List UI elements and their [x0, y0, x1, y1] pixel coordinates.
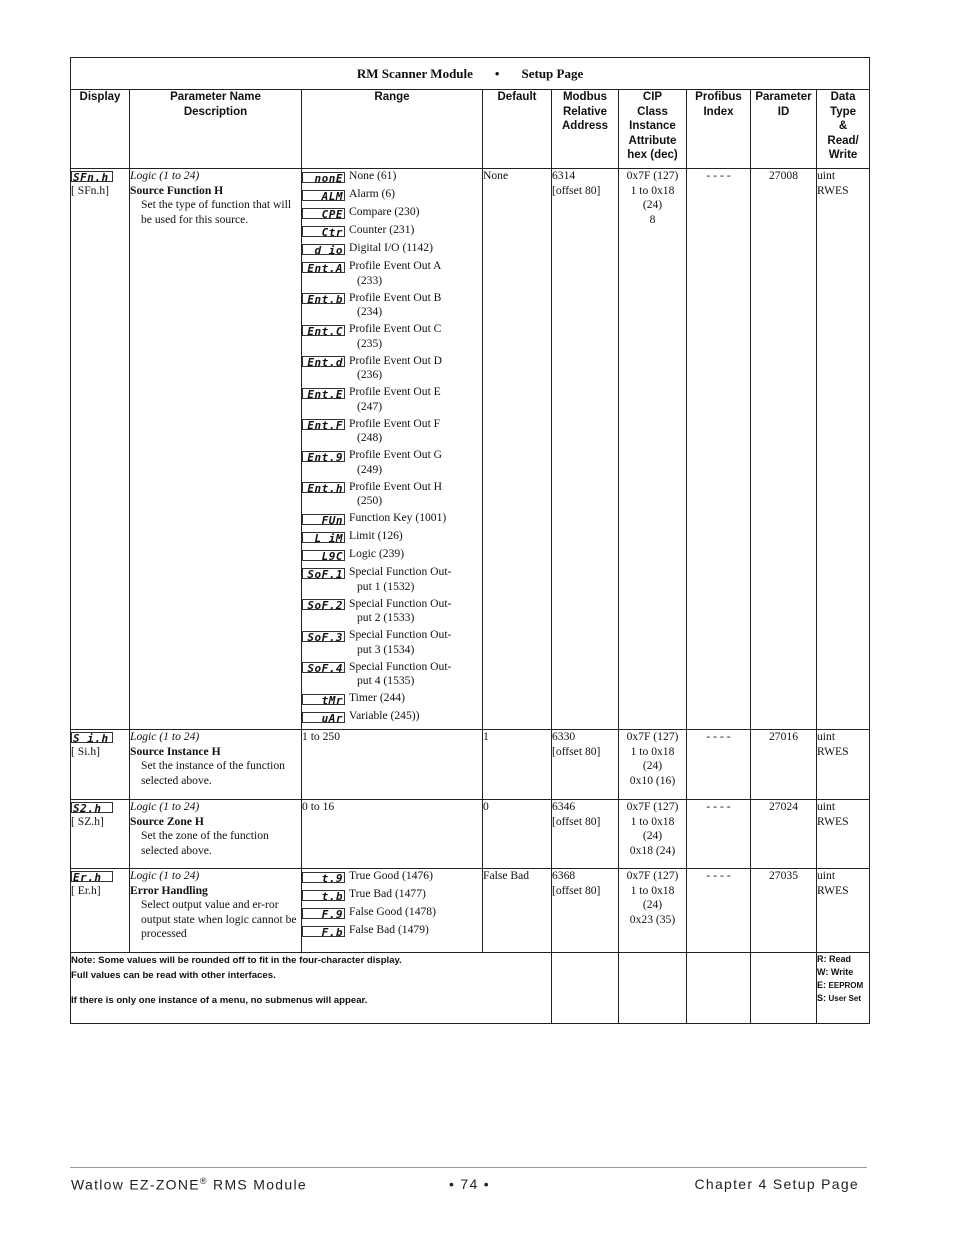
- range-option-continued: put 4 (1535): [357, 674, 415, 687]
- range-option-label: None (61): [349, 169, 397, 182]
- display-cell: S2.h [ SZ.h]: [71, 800, 130, 869]
- range-option-label: False Bad (1479): [349, 923, 429, 936]
- display-cell: Er.h [ Er.h]: [71, 869, 130, 953]
- footer-rule: [70, 1167, 867, 1168]
- range-option-label: Special Function Out-: [349, 628, 452, 641]
- range-option: [302, 259, 482, 288]
- param-cell: Logic (1 to 24) Source Zone H Set the zone of the function selected above.: [130, 800, 302, 869]
- range-option: [302, 223, 482, 239]
- range-option-continued: (249): [357, 462, 383, 476]
- param-id-cell: 27016: [751, 730, 817, 800]
- modbus-cell: 6330 [offset 80]: [552, 730, 619, 800]
- lcd-display: CPE: [302, 208, 345, 219]
- header-param-name: Parameter Name Description: [130, 90, 302, 169]
- range-option-label: Counter (231): [349, 223, 415, 236]
- range-option-label: Digital I/O (1142): [349, 241, 433, 254]
- param-cell: Logic (1 to 24) Error Handling Select output value and er-ror output state when logic cannot be processed: [130, 869, 302, 953]
- header-modbus: Modbus Relative Address: [552, 90, 619, 169]
- param-id-cell: 27024: [751, 800, 817, 869]
- range-option: [302, 923, 482, 939]
- lcd-display: Ent.d: [302, 356, 345, 367]
- lcd-display: nonE: [302, 172, 345, 183]
- range-option: [302, 241, 482, 257]
- range-option-label: Limit (126): [349, 529, 403, 542]
- default-cell: False Bad: [483, 869, 552, 953]
- range-option-label: True Good (1476): [349, 869, 433, 882]
- table-row: [71, 169, 870, 730]
- lcd-display: Ent.h: [302, 482, 345, 493]
- lcd-display: Ent.F: [302, 419, 345, 430]
- lcd-display: Ent.E: [302, 388, 345, 399]
- profibus-cell: - - - -: [687, 730, 751, 800]
- range-option-label: Special Function Out-: [349, 659, 452, 673]
- cip-cell: 0x7F (127) 1 to 0x18 (24) 0x10 (16): [619, 730, 687, 800]
- range-option-label: Profile Event Out G: [349, 448, 443, 461]
- range-option: [302, 354, 482, 383]
- range-cell: [302, 869, 483, 953]
- profibus-cell: - - - -: [687, 169, 751, 730]
- range-option: [302, 169, 482, 185]
- range-cell: 0 to 16: [302, 800, 483, 869]
- lcd-display: SoF.1: [302, 568, 345, 579]
- range-option-continued: (250): [357, 494, 383, 507]
- range-option-label: Profile Event Out B: [349, 290, 442, 304]
- empty-cell: [619, 953, 687, 1024]
- table-title: RM Scanner Module • Setup Page: [71, 58, 870, 90]
- range-option: [302, 187, 482, 203]
- range-option-label: Profile Event Out E: [349, 385, 441, 398]
- range-option: [302, 291, 482, 320]
- lcd-display: S i.h: [71, 732, 113, 743]
- footer-product: Watlow EZ-ZONE® RMS Module: [71, 1176, 307, 1193]
- range-option: [302, 597, 482, 626]
- header-cip: CIP Class Instance Attribute hex (dec): [619, 90, 687, 169]
- modbus-cell: 6346 [offset 80]: [552, 800, 619, 869]
- range-option: [302, 565, 482, 594]
- profibus-cell: - - - -: [687, 800, 751, 869]
- lcd-display: Ent.A: [302, 262, 345, 273]
- range-option: [302, 887, 482, 903]
- modbus-cell: 6368 [offset 80]: [552, 869, 619, 953]
- header-profibus: Profibus Index: [687, 90, 751, 169]
- range-option: [302, 905, 482, 921]
- lcd-display: SoF.2: [302, 599, 345, 610]
- lcd-display: F.b: [302, 926, 345, 937]
- range-option-label: Profile Event Out C: [349, 322, 442, 335]
- footer-chapter: Chapter 4 Setup Page: [694, 1176, 859, 1192]
- range-option-label: Compare (230): [349, 205, 420, 218]
- range-option: [302, 448, 482, 477]
- cip-cell: 0x7F (127) 1 to 0x18 (24) 0x18 (24): [619, 800, 687, 869]
- lcd-display: FUn: [302, 514, 345, 525]
- header-range: Range: [302, 90, 483, 169]
- page-footer: [71, 1176, 859, 1196]
- note-row: [71, 953, 870, 1024]
- range-option-continued: (234): [357, 305, 383, 318]
- range-option-label: Logic (239): [349, 547, 405, 560]
- range-option-label: Profile Event Out H: [349, 479, 443, 493]
- param-cell: Logic (1 to 24) Source Instance H Set the instance of the function selected above.: [130, 730, 302, 800]
- lcd-display: uAr: [302, 712, 345, 723]
- range-option-continued: (235): [357, 336, 383, 350]
- default-cell: None: [483, 169, 552, 730]
- range-option-label: True Bad (1477): [349, 887, 426, 900]
- lcd-display: S2.h: [71, 802, 113, 813]
- range-option-continued: (233): [357, 273, 383, 287]
- range-option: [302, 869, 482, 885]
- lcd-display: Ent.C: [302, 325, 345, 336]
- lcd-display: SFn.h: [71, 171, 113, 182]
- header-row: [71, 90, 870, 169]
- lcd-display: L9C: [302, 550, 345, 561]
- page-number: • 74 •: [449, 1176, 490, 1192]
- range-option-label: Profile Event Out F: [349, 416, 441, 430]
- lcd-display: Ent.b: [302, 293, 345, 304]
- lcd-display: L iM: [302, 532, 345, 543]
- range-option-label: Profile Event Out A: [349, 259, 442, 272]
- range-option-label: Special Function Out-: [349, 596, 452, 610]
- range-option-label: Variable (245)): [349, 709, 420, 722]
- empty-cell: [751, 953, 817, 1024]
- lcd-display: tMr: [302, 694, 345, 705]
- lcd-display: SoF.4: [302, 662, 345, 673]
- data-type-cell: uint RWES: [817, 169, 870, 730]
- range-option-label: Profile Event Out D: [349, 353, 443, 367]
- range-option-label: Function Key (1001): [349, 511, 447, 524]
- param-cell: Logic (1 to 24) Source Function H Set the type of function that will be used for this source.: [130, 169, 302, 730]
- cip-cell: 0x7F (127) 1 to 0x18 (24) 8: [619, 169, 687, 730]
- range-option-label: Special Function Out-: [349, 565, 452, 578]
- range-option-continued: put 1 (1532): [357, 579, 415, 593]
- range-option-continued: (236): [357, 368, 383, 381]
- range-option-continued: put 3 (1534): [357, 642, 415, 656]
- data-type-cell: uint RWES: [817, 869, 870, 953]
- display-cell: SFn.h [ SFn.h]: [71, 169, 130, 730]
- lcd-display: F.9: [302, 908, 345, 919]
- lcd-display: Ctr: [302, 226, 345, 237]
- lcd-display: t.b: [302, 890, 345, 901]
- range-cell: 1 to 250: [302, 730, 483, 800]
- range-option: [302, 628, 482, 657]
- param-id-cell: 27035: [751, 869, 817, 953]
- lcd-display: d io: [302, 244, 345, 255]
- range-option: [302, 547, 482, 563]
- range-option: [302, 529, 482, 545]
- empty-cell: [687, 953, 751, 1024]
- profibus-cell: - - - -: [687, 869, 751, 953]
- default-cell: 1: [483, 730, 552, 800]
- lcd-display: Er.h: [71, 871, 113, 882]
- table-row: [71, 730, 870, 800]
- data-type-cell: uint RWES: [817, 730, 870, 800]
- table-row: [71, 869, 870, 953]
- lcd-display: t.9: [302, 872, 345, 883]
- note-cell: Note: Some values will be rounded off to fit in the four-character display. Full values can be read with other interfaces. If there is only one instance of a menu, no submenus will appear.: [71, 953, 552, 1024]
- header-data-type: Data Type & Read/ Write: [817, 90, 870, 169]
- range-option-label: Alarm (6): [349, 187, 396, 200]
- range-option: [302, 205, 482, 221]
- header-default: Default: [483, 90, 552, 169]
- range-option: [302, 385, 482, 414]
- table-row: [71, 800, 870, 869]
- param-id-cell: 27008: [751, 169, 817, 730]
- range-option: [302, 511, 482, 527]
- range-option-continued: put 2 (1533): [357, 611, 415, 624]
- cip-cell: 0x7F (127) 1 to 0x18 (24) 0x23 (35): [619, 869, 687, 953]
- display-cell: S i.h [ Si.h]: [71, 730, 130, 800]
- rw-legend: R: Read W: Write E: EEPROM S: User Set: [817, 953, 870, 1024]
- range-option: [302, 480, 482, 509]
- range-option-label: Timer (244): [349, 691, 405, 704]
- default-cell: 0: [483, 800, 552, 869]
- parameter-table: [70, 57, 870, 1024]
- header-display: Display: [71, 90, 130, 169]
- range-option-label: False Good (1478): [349, 905, 436, 918]
- lcd-display: Ent.9: [302, 451, 345, 462]
- lcd-display: SoF.3: [302, 631, 345, 642]
- modbus-cell: 6314 [offset 80]: [552, 169, 619, 730]
- range-option: [302, 691, 482, 707]
- range-option: [302, 709, 482, 725]
- range-option: [302, 660, 482, 689]
- range-option-continued: (247): [357, 399, 383, 413]
- range-cell: [302, 169, 483, 730]
- data-type-cell: uint RWES: [817, 800, 870, 869]
- empty-cell: [552, 953, 619, 1024]
- range-option: [302, 322, 482, 351]
- range-option-continued: (248): [357, 431, 383, 444]
- lcd-display: ALM: [302, 190, 345, 201]
- header-param-id: Parameter ID: [751, 90, 817, 169]
- range-option: [302, 417, 482, 446]
